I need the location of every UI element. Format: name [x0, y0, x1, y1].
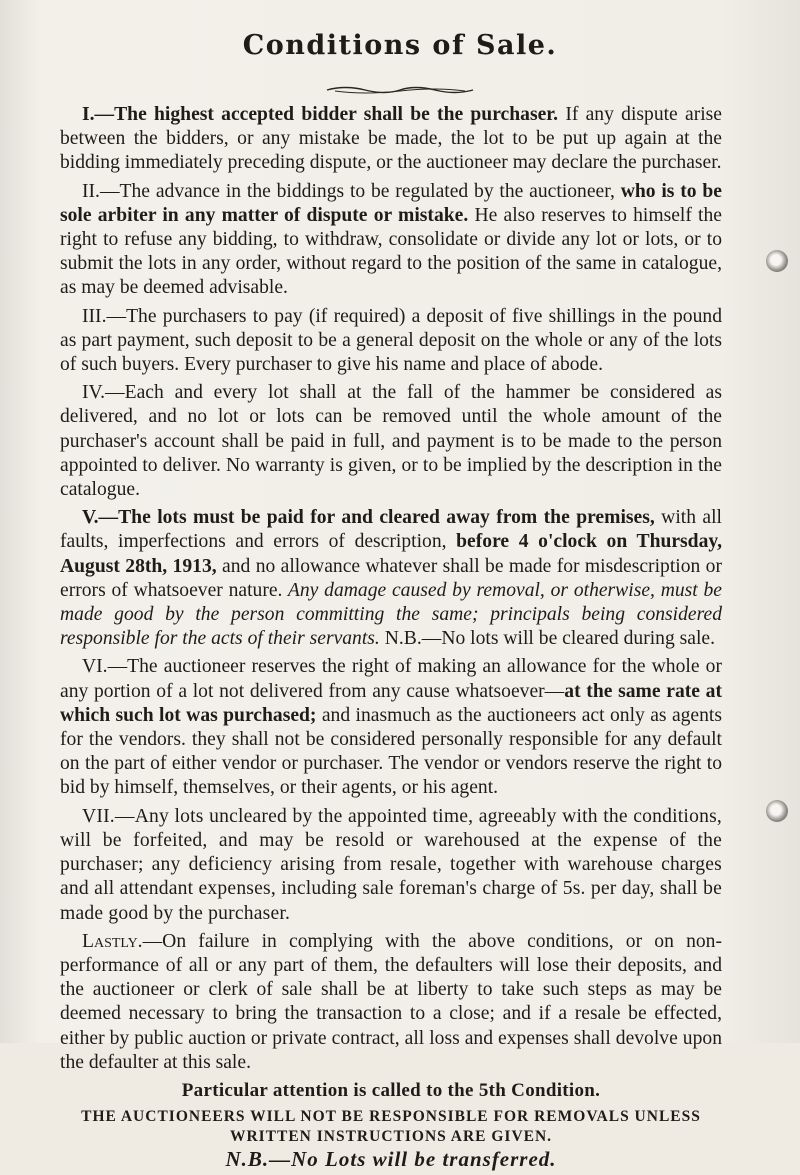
condition-5-italic: Any damage caused by removal, or otherwise, must be made good by the person committing the same; principals being considered responsible for the acts of their servants.: [60, 579, 723, 650]
condition-2-body: He also reserves to himself the right to refuse any bidding, to withdraw, consolidate or divide any lot or lots, or to submit the lots in any order, without regard to the position of the same in catalogue, as may be deemed advisable.: [60, 204, 722, 299]
condition-1: [60, 103, 722, 176]
condition-5-body2: and no allowance whatever shall be made for misdescription or errors of whatsoever nature.: [60, 555, 722, 601]
removals-notice: THE AUCTIONEERS WILL NOT BE RESPONSIBLE FOR REMOVALS UNLESS WRITTEN INSTRUCTIONS ARE GIVEN.: [81, 1108, 701, 1146]
page-title: Conditions of Sale.: [242, 30, 558, 61]
conditions-text: [60, 103, 722, 1175]
condition-6-text: VI.—The auctioneer reserves the right of making an allowance for the whole or any portion of a lot not delivered from any cause whatsoever—: [60, 656, 722, 702]
condition-5-body: with all faults, imperfections and errors of description,: [60, 507, 722, 553]
condition-2-lead: II.—The advance in the biddings to be regulated by the auctioneer,: [82, 180, 615, 202]
condition-6-text2: and inasmuch as the auctioneers act only as agents for the vendors. they shall not be considered personally responsible for any default on the part of either vendor or purchaser. The vendor or vendors reserve the right to bid by himself, themselves, or their agents, or his agent.: [60, 704, 722, 799]
condition-7: [60, 805, 722, 926]
transfer-note: N.B.—No Lots will be transferred.: [225, 1147, 557, 1172]
condition-7-text: VII.—Any lots uncleared by the appointed time, agreeably with the conditions, will be forfeited, and may be resold or warehoused at the expense of the purchaser; any deficiency arising from resale, together with warehouse charges and all attendant expenses, including sale foreman's charge of 5s. per day, shall be made good by the purchaser.: [60, 805, 722, 924]
punch-hole-bottom: [766, 800, 788, 822]
condition-2-bold: who is to be sole arbiter in any matter of dispute or mistake.: [60, 180, 722, 226]
condition-lastly: [60, 930, 722, 1075]
condition-4-text: IV.—Each and every lot shall at the fall of the hammer be considered as delivered, and no lot or lots can be removed until the whole amount of the purchaser's account shall be paid in full, and payment is to be made to the person appointed to deliver. No warranty is given, or to be implied by the description in the catalogue.: [60, 382, 722, 501]
condition-1-body: If any dispute arise between the bidders, or any mistake be made, the lot to be put up again at the bidding immediately preceding dispute, or the auctioneer may declare the purchaser.: [60, 104, 722, 174]
condition-5: [60, 506, 722, 651]
condition-lastly-lead: Lastly.: [82, 930, 143, 952]
condition-3-text: III.—The purchasers to pay (if required) a deposit of five shillings in the pound as part payment, such deposit to be a general deposit on the whole or any of the lots of such buyers. Every purchaser to give his name and place of abode.: [60, 305, 722, 376]
divider-ornament: [325, 84, 475, 96]
condition-5-bold: V.—The lots must be paid for and cleared away from the premises,: [82, 507, 655, 529]
condition-6-bold: at the same rate at which such lot was purchased;: [60, 680, 722, 726]
condition-5-deadline: before 4 o'clock on Thursday, August 28th, 1913,: [60, 531, 722, 577]
condition-1-lead: I.—The highest accepted bidder shall be the purchaser.: [82, 104, 559, 125]
attention-note: Particular attention is called to the 5th Condition.: [181, 1079, 601, 1101]
condition-lastly-text: —On failure in complying with the above conditions, or on non-performance of all or any part of them, the defaulters will lose their deposits, and the auctioneer or clerk of sale shall be at liberty to take such steps as may be deemed necessary to bring the transaction to a close; and if a resale be effected, either by public auction or private contract, all loss and expenses shall devolve upon the defaulter at this sale.: [60, 930, 722, 1073]
punch-hole-top: [766, 250, 788, 272]
condition-4: [60, 381, 722, 502]
condition-3: [60, 305, 722, 378]
condition-6: [60, 655, 722, 800]
condition-2: [60, 180, 722, 301]
condition-5-nb: N.B.—No lots will be cleared during sale.: [379, 628, 716, 650]
